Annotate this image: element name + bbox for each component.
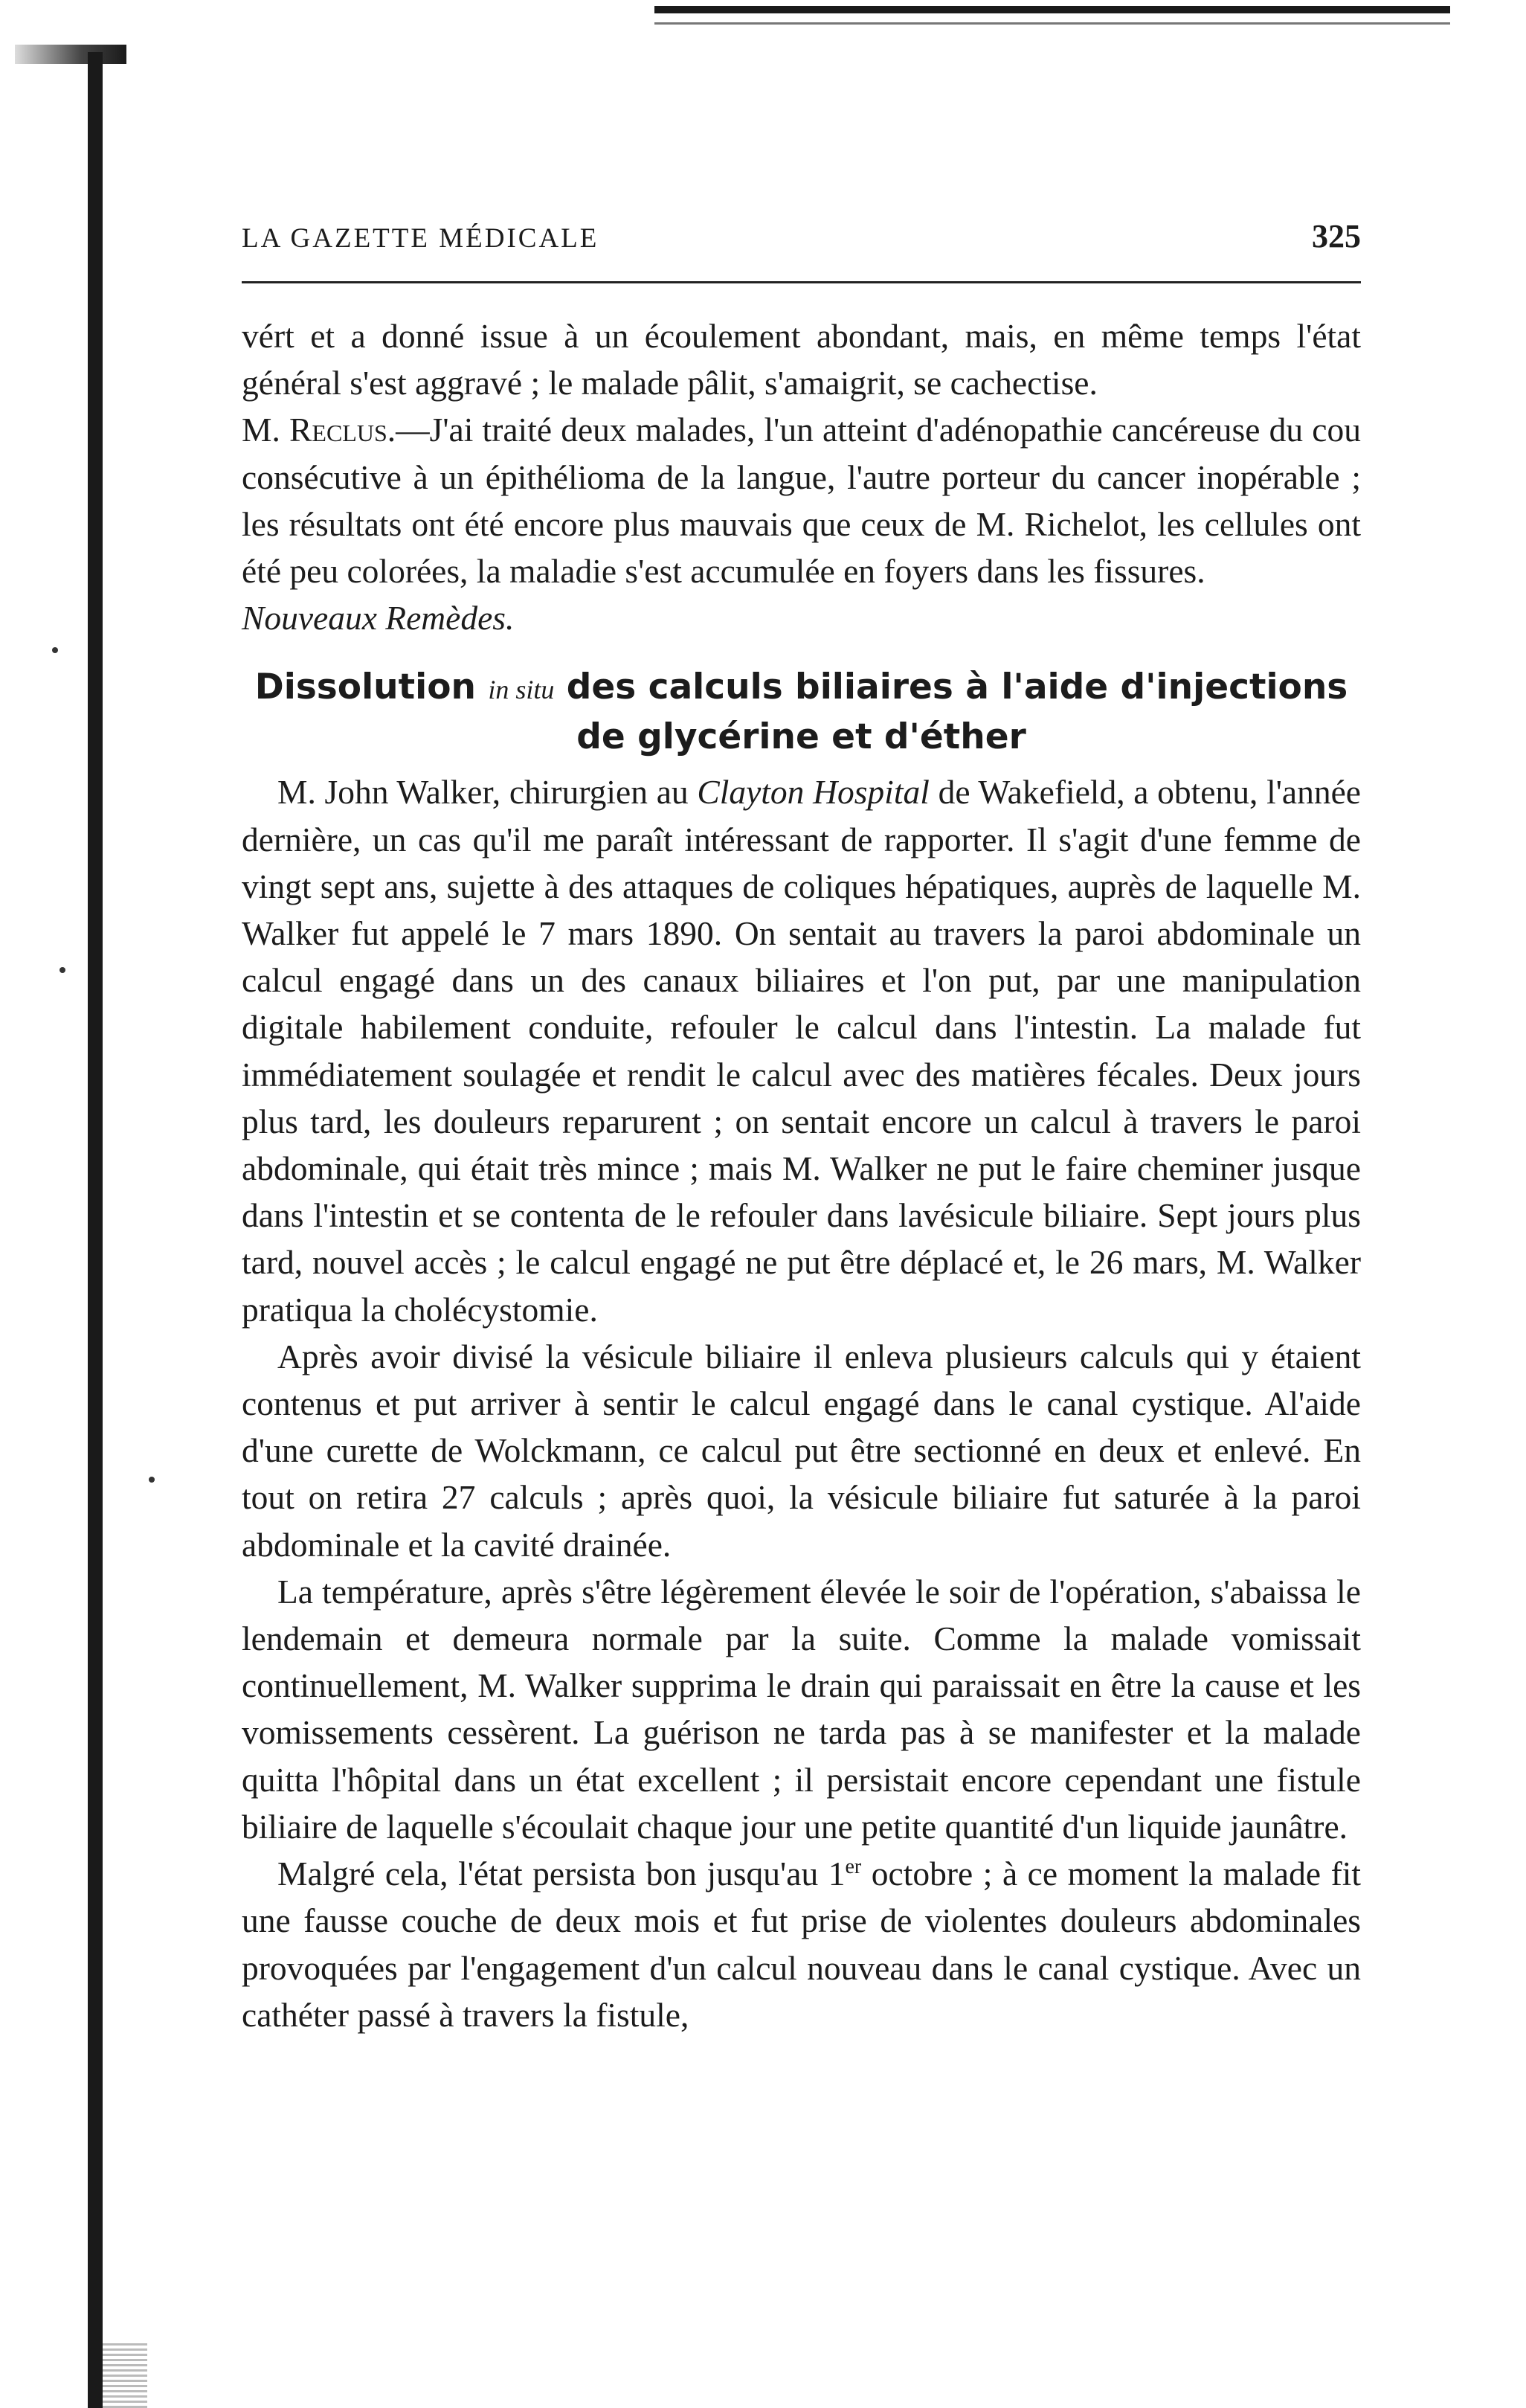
speaker-prefix: M. (242, 411, 280, 449)
heading-part: Dissolution (254, 667, 476, 708)
paragraph-reclus (242, 406, 1361, 594)
scan-gutter-noise (103, 2343, 147, 2408)
paragraph-text: vért et a donné issue à un écoulement abondant, mais, en même temps l'état général s'est aggravé ; le malade pâlit, s'amaigrit, se cachectise. (242, 317, 1361, 402)
scan-gutter-cap (15, 45, 126, 64)
scan-gutter-shadow (88, 52, 103, 2408)
heading-italic: in situ (488, 675, 555, 705)
paragraph-walker-case (242, 768, 1361, 1332)
source-signature: Nouveaux Remèdes. (242, 599, 515, 638)
paragraph-relapse (242, 1850, 1361, 2038)
journal-title: LA GAZETTE MÉDICALE (242, 223, 599, 254)
paragraph-text: La température, après s'être légèrement élevée le soir de l'opération, s'abaissa le lendemain et demeura normale par la suite. Comme la malade vomissait continuellement, M. Walker supprima le drain qui paraissait en être la cause et les vomissements cessèrent. La guérison ne tarda pas à se manifester et la malade quitta l'hôpital dans un état excellent ; il persistait encore cependant une fistule biliaire de laquelle s'écoulait chaque jour une petite quantité d'un liquide jaunâtre. (242, 1572, 1361, 1846)
article-heading (242, 664, 1361, 761)
speaker-name: Reclus (289, 411, 387, 449)
paragraph-continued (242, 312, 1361, 406)
paragraph-text: M. John Walker, chirurgien au (277, 773, 689, 812)
heading-part: des calculs biliaires à l'aide d'injections de glycérine et d'éther (566, 667, 1348, 758)
header-rule (242, 281, 1361, 283)
paragraph-text: Après avoir divisé la vésicule biliaire il enleva plusieurs calculs qui y étaient contenus et put arriver à sentir le calcul engagé dans le canal cystique. Al'aide d'une curette de Wolckmann, ce calcul put être sectionné en deux et enlevé. En tout on retira 27 calculs ; après quoi, la vésicule biliaire fut saturée à la paroi abdominale et la cavité drainée. (242, 1337, 1361, 1564)
paragraph-text: .—J'ai traité deux malades, l'un atteint d'adénopathie cancéreuse du cou consécutive à un épithélioma de la langue, l'autre porteur du cancer inopérable ; les résultats ont été encore plus mauvais que ceux de M. Richelot, les cellules ont été peu colorées, la maladie s'est accumulée en foyers dans les fissures. (242, 411, 1362, 591)
paragraph-text: octobre ; à ce moment la malade fit une fausse couche de deux mois et fut prise de violentes douleurs abdominales provoquées par l'engagement d'un calcul nouveau dans le canal cystique. Avec un cathéter passé à travers la fistule, (242, 1855, 1361, 2034)
scan-top-rule-thin (654, 22, 1450, 25)
page-number: 325 (1312, 218, 1361, 254)
scan-speck (149, 1477, 155, 1483)
scan-top-rule (654, 6, 1450, 13)
hospital-name: Clayton Hospital (697, 773, 930, 812)
paragraph-recovery (242, 1568, 1361, 1850)
scan-speck (52, 647, 58, 653)
paragraph-text: de Wakefield, a obtenu, l'année dernière, un cas qu'il me paraît intéressant de rapporter. Il s'agit d'une femme de vingt sept ans, sujette à des attaques de coliques hépatiques, auprès de laquelle M. Walker fut appelé le 7 mars 1890. On sentait au travers la paroi abdominale un calcul engagé dans un des canaux biliaires et l'on put, par une manipulation digitale habilement conduite, refouler le calcul dans l'intestin. La malade fut immédiatement soulagée et rendit le calcul avec des matières fécales. Deux jours plus tard, les douleurs reparurent ; on sentait encore un calcul à travers le paroi abdominale, qui était très mince ; mais M. Walker ne put le faire cheminer jusque dans l'intestin et se contenta de le refouler dans lavésicule biliaire. Sept jours plus tard, nouvel accès ; le calcul engagé ne put être déplacé et, le 26 mars, M. Walker pratiqua la cholécystomie. (242, 773, 1361, 1329)
paragraph-operation (242, 1333, 1361, 1568)
running-header (242, 217, 1361, 255)
scan-speck (59, 967, 65, 973)
article-body (242, 312, 1361, 2038)
ordinal-suffix: er (845, 1855, 862, 1878)
paragraph-text: Malgré cela, l'état persista bon jusqu'au 1 (277, 1855, 846, 1893)
